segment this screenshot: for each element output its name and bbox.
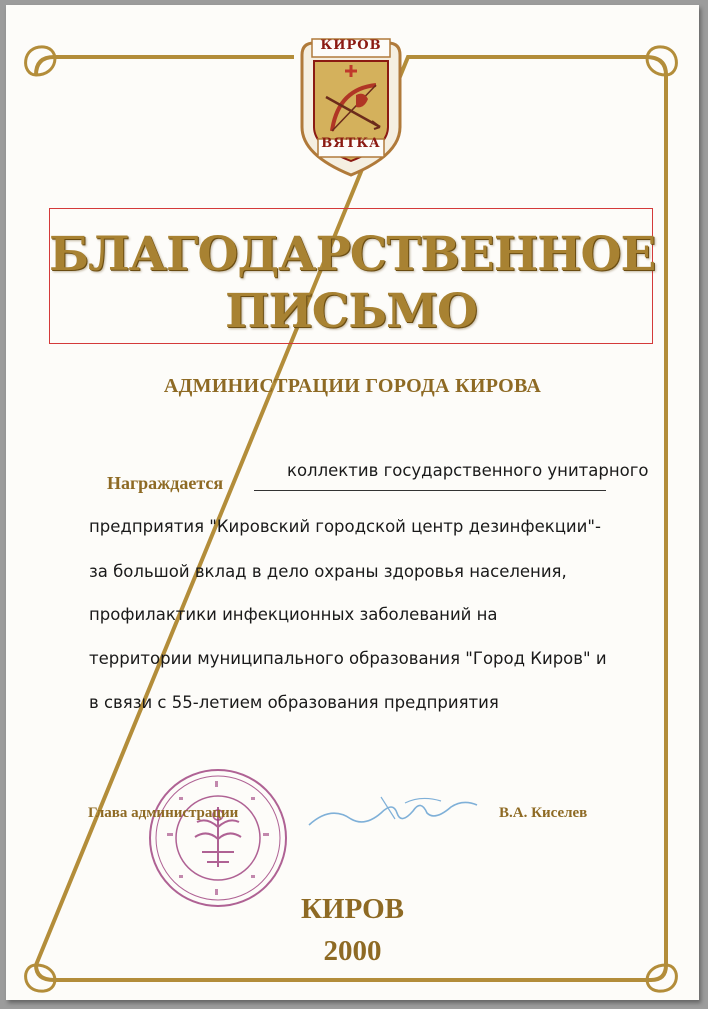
city-emblem xyxy=(294,35,408,185)
award-line-3: за большой вклад в дело охраны здоровья населения, xyxy=(89,562,567,581)
signer-name: В.А. Киселев xyxy=(499,805,588,821)
coat-of-arms-bow-arrow-icon xyxy=(294,35,408,185)
issuer-subtitle: АДМИНИСТРАЦИИ ГОРОДА КИРОВА xyxy=(163,375,542,397)
city-footer: КИРОВ xyxy=(300,893,405,925)
awarded-label: Награждается xyxy=(107,473,224,493)
emblem-bottom-text: ВЯТКА xyxy=(321,136,381,151)
award-line-4: профилактики инфекционных заболеваний на xyxy=(89,605,498,624)
award-line-2: предприятия "Кировский городской центр дезинфекции"- xyxy=(89,517,601,536)
certificate-sheet xyxy=(6,5,699,1000)
award-line-1: коллектив государственного унитарного xyxy=(287,461,649,480)
award-line-5: территории муниципального образования "Город Киров" и xyxy=(89,649,607,668)
signer-role: Глава администрации xyxy=(88,805,239,821)
document-title-line-1: БЛАГОДАРСТВЕННОЕ xyxy=(49,227,656,282)
award-underline xyxy=(254,490,606,491)
handwritten-signature xyxy=(301,785,501,835)
official-seal-icon xyxy=(147,767,289,909)
year-footer: 2000 xyxy=(323,935,382,967)
document-title-line-2: ПИСЬМО xyxy=(225,284,477,339)
award-line-6: в связи с 55-летием образования предприятия xyxy=(89,693,499,712)
emblem-top-text: КИРОВ xyxy=(320,38,382,53)
